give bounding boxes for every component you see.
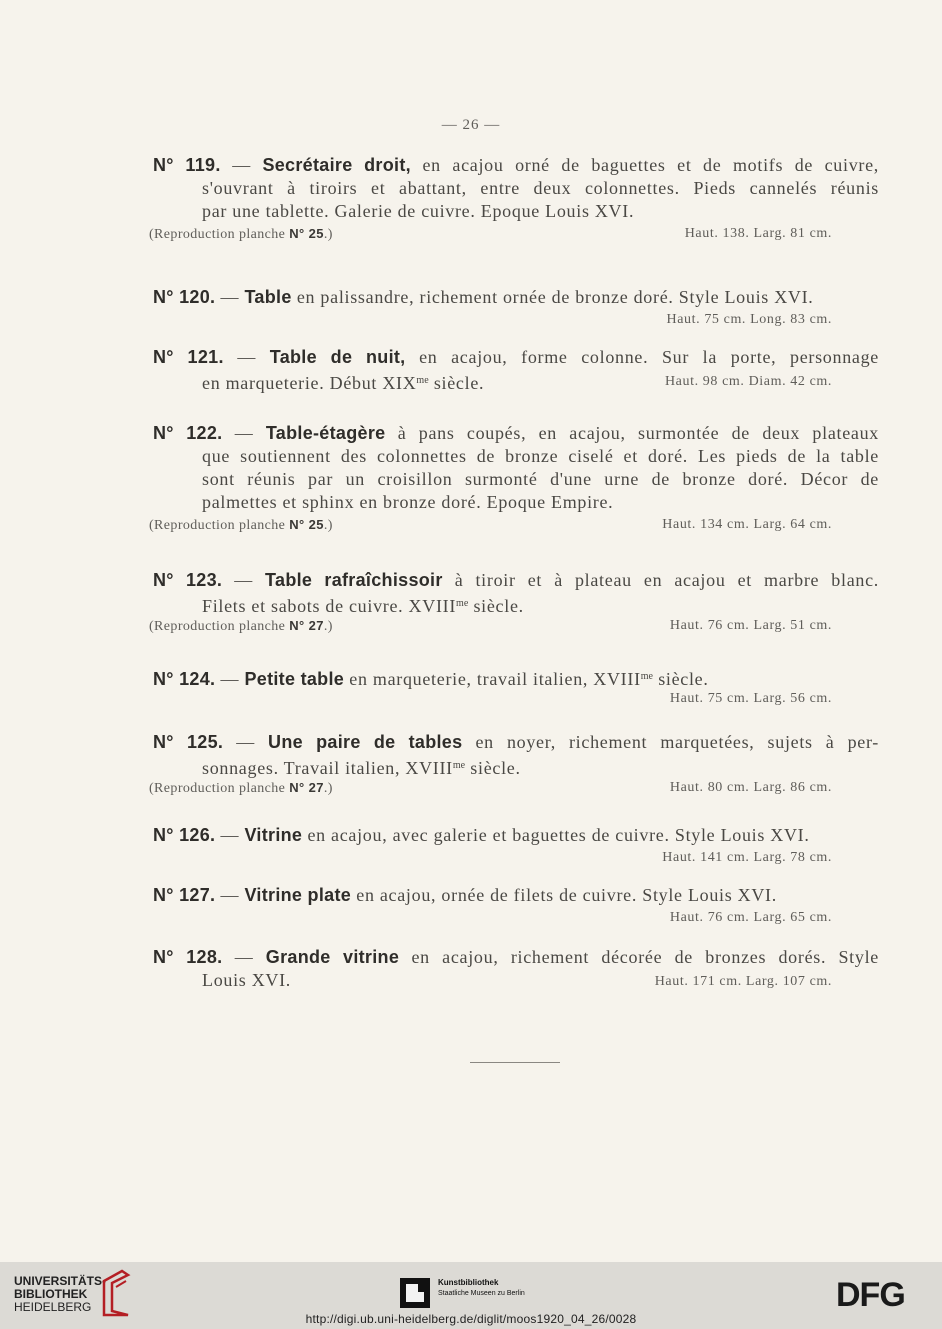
logo-text-line: HEIDELBERG	[14, 1300, 92, 1314]
dfg-logo-text: DFG	[836, 1276, 905, 1310]
dimensions: Haut. 76 cm. Larg. 51 cm.	[669, 618, 832, 633]
entry-dash: —	[220, 155, 263, 175]
plate-number: N° 27	[289, 780, 324, 795]
entry-number: N° 120.	[153, 287, 216, 307]
entry-line	[153, 369, 879, 392]
dimensions: Haut. 75 cm. Long. 83 cm.	[666, 312, 832, 327]
entry-title: Table rafraîchissoir	[265, 570, 443, 590]
page-number: — 26 —	[441, 117, 501, 133]
kunstbibliothek-subtitle: Staatliche Museen zu Berlin	[438, 1290, 525, 1297]
entry-line: sont réunis par un croisillon surmonté d'une urne de bronze doré. Décor de	[202, 469, 879, 489]
entry-line	[153, 824, 879, 847]
entry-meta	[153, 907, 879, 929]
entry-text: Filets et sabots de cuivre. XVIII	[202, 596, 457, 616]
entry-line: par une tablette. Galerie de cuivre. Epoque Louis XVI.	[202, 201, 635, 221]
entry-text: sonnages. Travail italien, XVIII	[202, 758, 453, 778]
catalog-entry-119	[149, 154, 879, 245]
reproduction-note	[149, 223, 333, 246]
entry-title: Table	[244, 287, 292, 307]
superscript: me	[456, 598, 469, 609]
superscript: me	[452, 760, 466, 771]
entry-title: Petite table	[244, 669, 345, 689]
dimensions: Haut. 171 cm. Larg. 107 cm.	[654, 974, 832, 989]
entry-text: en marqueterie, travail italien, XVIII	[344, 669, 641, 689]
entry-meta	[149, 223, 879, 245]
entry-number: N° 121.	[153, 347, 224, 367]
entry-line	[153, 969, 879, 992]
reproduction-note	[149, 615, 333, 638]
entry-text: en acajou orné de baguettes et de motifs de cuivre,	[410, 155, 879, 175]
entry-text: siècle.	[653, 669, 709, 689]
dimensions: Haut. 138. Larg. 81 cm.	[684, 226, 832, 241]
repro-end: .)	[323, 227, 333, 242]
entry-text: en acajou, richement décorée de bronzes dorés. Style	[399, 947, 879, 967]
entry-title: Grande vitrine	[265, 947, 400, 967]
reproduction-note	[149, 514, 333, 537]
entry-dash: —	[223, 732, 269, 752]
kunstbibliothek-name: Kunstbibliothek	[438, 1278, 499, 1287]
superscript: me	[416, 375, 429, 386]
repro-end: .)	[323, 781, 333, 796]
entry-title: Vitrine plate	[244, 885, 352, 905]
reproduction-note	[149, 777, 333, 800]
catalog-entry-126	[153, 824, 879, 869]
repro-label: (Reproduction planche	[149, 619, 290, 634]
catalog-entry-127	[153, 884, 879, 929]
entry-dash: —	[215, 669, 245, 689]
entry-line	[153, 665, 879, 688]
entry-line	[153, 754, 879, 777]
entry-number: N° 125.	[153, 732, 224, 752]
entry-line	[153, 422, 879, 445]
entry-number: N° 122.	[153, 423, 223, 443]
entry-line	[153, 346, 879, 369]
repro-label: (Reproduction planche	[149, 227, 290, 242]
repro-label: (Reproduction planche	[149, 781, 290, 796]
plate-number: N° 27	[289, 618, 324, 633]
entry-line	[153, 884, 879, 907]
repro-end: .)	[323, 518, 333, 533]
dimensions: Haut. 98 cm. Diam. 42 cm.	[664, 374, 832, 389]
dimensions: Haut. 134 cm. Larg. 64 cm.	[662, 517, 832, 532]
entry-line	[153, 731, 879, 754]
dimensions: Haut. 80 cm. Larg. 86 cm.	[669, 780, 832, 795]
logo-text-line: UNIVERSITÄTS-	[14, 1274, 107, 1288]
catalog-entry-125	[149, 731, 879, 799]
entry-number: N° 128.	[153, 947, 223, 967]
heidelberg-library-logo[interactable]	[14, 1275, 106, 1314]
entry-text: en noyer, richement marquetées, sujets à per-	[462, 732, 879, 752]
entry-title: Table de nuit,	[269, 347, 406, 367]
entry-line: palmettes et sphinx en bronze doré. Epoque Empire.	[202, 492, 614, 512]
kunstbibliothek-icon	[400, 1278, 430, 1308]
entry-text: en palissandre, richement ornée de bronze doré. Style Louis XVI.	[291, 287, 814, 307]
entry-number: N° 127.	[153, 885, 216, 905]
entry-meta	[153, 688, 879, 710]
entry-dash: —	[215, 885, 245, 905]
entry-line	[153, 154, 879, 177]
dimensions: Haut. 75 cm. Larg. 56 cm.	[669, 691, 832, 706]
entry-meta	[153, 847, 879, 869]
catalog-entry-123	[149, 569, 879, 637]
entry-text: Louis XVI.	[202, 970, 291, 990]
entry-text: en acajou, ornée de filets de cuivre. Style Louis XVI.	[351, 885, 777, 905]
repro-label: (Reproduction planche	[149, 518, 290, 533]
repro-end: .)	[323, 619, 333, 634]
entry-line: que soutiennent des colonnettes de bronze ciselé et doré. Les pieds de la table	[202, 446, 879, 466]
entry-text: en acajou, avec galerie et baguettes de cuivre. Style Louis XVI.	[302, 825, 810, 845]
entry-title: Table-étagère	[265, 423, 386, 443]
entry-number: N° 126.	[153, 825, 216, 845]
entry-meta	[149, 615, 879, 637]
entry-text: en acajou, forme colonne. Sur la porte, personnage	[405, 347, 879, 367]
entry-line	[153, 592, 879, 615]
plate-number: N° 25	[289, 517, 324, 532]
entry-number: N° 123.	[153, 570, 223, 590]
entry-title: Vitrine	[244, 825, 303, 845]
entry-number: N° 124.	[153, 669, 216, 689]
entry-text: siècle.	[468, 596, 524, 616]
entry-dash: —	[215, 287, 245, 307]
page-url[interactable]: http://digi.ub.uni-heidelberg.de/diglit/moos1920_04_26/0028	[305, 1312, 637, 1326]
plate-number: N° 25	[289, 226, 324, 241]
entry-dash: —	[215, 825, 245, 845]
catalog-entry-124	[153, 665, 879, 710]
entry-line	[153, 569, 879, 592]
footer-bar	[0, 1262, 942, 1329]
entry-meta	[149, 514, 879, 536]
entry-dash: —	[222, 423, 266, 443]
entry-meta	[149, 777, 879, 799]
logo-text-line: BIBLIOTHEK	[14, 1287, 88, 1301]
entry-text: en marqueterie. Début XIX	[202, 373, 417, 393]
catalog-entry-122	[149, 422, 880, 536]
entry-meta	[153, 309, 879, 331]
entry-title: Secrétaire droit,	[262, 155, 411, 175]
catalog-entry-128	[153, 946, 879, 992]
dimensions: Haut. 76 cm. Larg. 65 cm.	[669, 910, 832, 925]
entry-dash: —	[222, 570, 266, 590]
entry-text: à pans coupés, en acajou, surmontée de deux plateaux	[385, 423, 880, 443]
entry-text: siècle.	[465, 758, 521, 778]
entry-line	[153, 946, 879, 969]
dfg-logo[interactable]	[836, 1276, 928, 1310]
entry-line: s'ouvrant à tiroirs et abattant, entre deux colonnettes. Pieds cannelés réunis	[202, 178, 879, 198]
entry-dash: —	[222, 947, 266, 967]
catalog-entry-120	[153, 286, 879, 331]
catalog-entry-121	[153, 346, 879, 392]
superscript: me	[640, 671, 653, 682]
entry-text: à tiroir et à plateau en acajou et marbre blanc.	[442, 570, 879, 590]
entry-line	[153, 286, 879, 309]
entry-title: Une paire de tables	[268, 732, 463, 752]
dimensions: Haut. 141 cm. Larg. 78 cm.	[662, 850, 832, 865]
entry-number: N° 119.	[153, 155, 221, 175]
end-rule	[470, 1062, 560, 1063]
entry-text: siècle.	[428, 373, 485, 393]
entry-dash: —	[223, 347, 270, 367]
